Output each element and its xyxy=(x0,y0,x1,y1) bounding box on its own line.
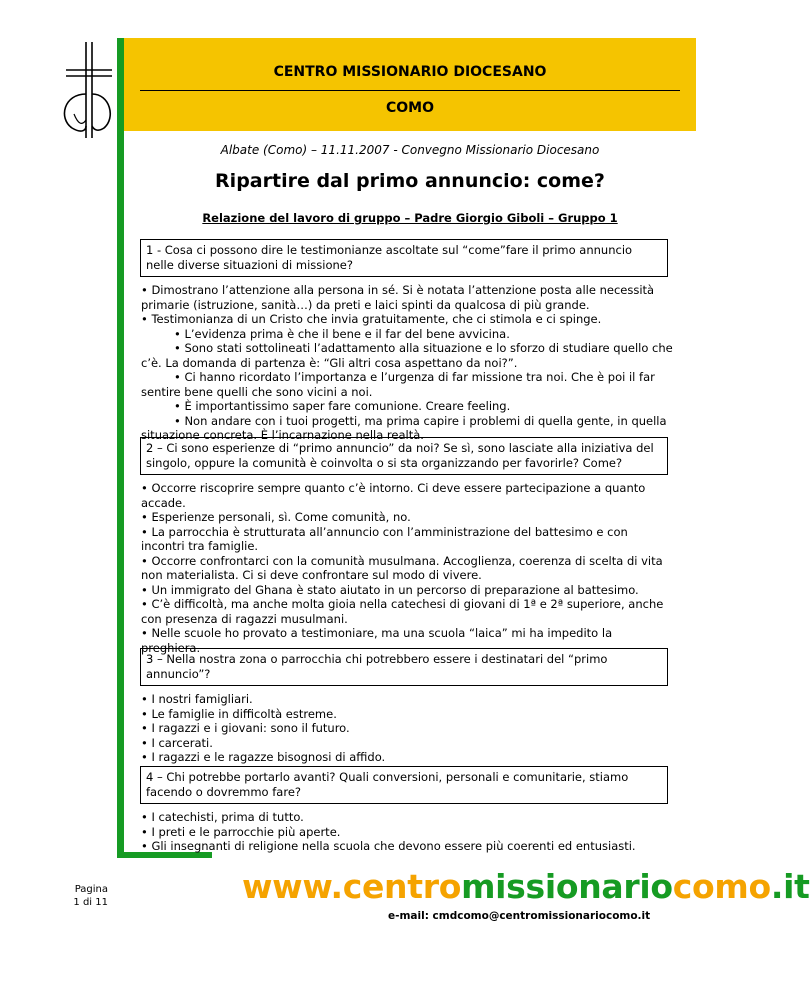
website-link[interactable] xyxy=(242,867,810,906)
page-count: 1 di 11 xyxy=(73,897,108,908)
website-dot: . xyxy=(330,867,343,906)
header-city: COMO xyxy=(385,100,434,116)
answer-3-item: • I ragazzi e i giovani: sono il futuro. xyxy=(141,721,350,735)
header-divider xyxy=(140,90,680,91)
answer-4-item: • Gli insegnanti di religione nella scuola che devono essere più coerenti ed entusiasti. xyxy=(141,839,636,853)
answer-2-item: • Occorre confrontarci con la comunità musulmana. Accoglienza, coerenza di scelta di vita non materialista. Ci si deve confrontare sul modo di vivere. xyxy=(141,553,663,582)
answer-1-item: • Sono stati sottolineati l’adattamento alla situazione e lo sforzo di studiare quello che c’è. La domanda di partenza è: “Gli altri cosa aspettano da noi?”. xyxy=(141,341,673,370)
answer-3 xyxy=(141,692,673,765)
website-como: como xyxy=(672,867,771,906)
answer-2-item: • C’è difficoltà, ma anche molta gioia nella catechesi di giovani di 1ª e 2ª superiore, anche con presenza di ragazzi musulmani. xyxy=(141,597,664,626)
email-link[interactable]: e-mail: cmdcomo@centromissionariocomo.it xyxy=(388,910,651,922)
answer-1 xyxy=(141,283,673,443)
answer-2 xyxy=(141,481,673,655)
answer-2-item: • Un immigrato del Ghana è stato aiutato in un percorso di preparazione al battesimo. xyxy=(141,582,639,597)
answer-2-item: • Esperienze personali, sì. Come comunità, no. xyxy=(141,510,411,524)
answer-3-item: • I nostri famigliari. xyxy=(141,692,253,706)
answer-3-item: • I carcerati. xyxy=(141,735,213,750)
question-2-box: 2 – Ci sono esperienze di “primo annuncio” da noi? Se sì, sono lasciate alla iniziativa del singolo, oppure la comunità è coinvolta o si sta organizzando per favorirle? Come? xyxy=(140,437,668,475)
answer-1-item: • L’evidenza prima è che il bene e il far del bene avvicina. xyxy=(174,326,510,341)
header-banner xyxy=(124,38,696,131)
website-centro: centro xyxy=(342,867,462,906)
answer-4 xyxy=(141,810,673,854)
page-label: Pagina xyxy=(74,884,108,895)
green-vertical-bar xyxy=(117,38,124,858)
answer-2-item: • Nelle scuole ho provato a testimoniare, ma una scuola “laica” mi ha impedito la preghiera. xyxy=(141,626,613,655)
answer-1-item: • Non andare con i tuoi progetti, ma prima capire i problemi di quella gente, in quella situazione concreta. È l’incarnazione nella realtà. xyxy=(141,413,667,442)
cross-globe-logo-icon xyxy=(52,40,116,140)
answer-3-item: • Le famiglie in difficoltà estreme. xyxy=(141,706,337,721)
answer-4-item: • I preti e le parrocchie più aperte. xyxy=(141,824,341,839)
question-4-box: 4 – Chi potrebbe portarlo avanti? Quali conversioni, personali e comunitarie, stiamo facendo o dovremmo fare? xyxy=(140,766,668,804)
report-heading: Relazione del lavoro di gruppo – Padre Giorgio Giboli – Gruppo 1 xyxy=(202,211,618,225)
answer-3-item: • I ragazzi e le ragazze bisognosi di affido. xyxy=(141,750,386,764)
answer-1-item: • Dimostrano l’attenzione alla persona in sé. Si è notata l’attenzione posta alle necessità primarie (istruzione, sanità…) da preti e laici spinti da qualcosa di più grande. xyxy=(141,283,655,312)
website-dot: . xyxy=(770,867,784,906)
answer-4-item: • I catechisti, prima di tutto. xyxy=(141,810,304,824)
page-title: Ripartire dal primo annuncio: come? xyxy=(215,170,605,192)
event-subtitle: Albate (Como) – 11.11.2007 - Convegno Missionario Diocesano xyxy=(220,143,600,157)
answer-2-item: • La parrocchia è strutturata all’annuncio con l’amministrazione del battesimo e con incontri tra famiglie. xyxy=(141,524,628,553)
header-title: CENTRO MISSIONARIO DIOCESANO xyxy=(273,64,547,80)
question-1-box: 1 - Cosa ci possono dire le testimonianze ascoltate sul “come”fare il primo annuncio nelle diverse situazioni di missione? xyxy=(140,239,668,277)
website-www: www xyxy=(242,867,331,906)
page-number xyxy=(58,883,108,909)
answer-2-item: • Occorre riscoprire sempre quanto c’è intorno. Ci deve essere partecipazione a quanto accade. xyxy=(141,481,646,510)
website-missionario: missionario xyxy=(461,867,673,906)
answer-1-item: • Ci hanno ricordato l’importanza e l’urgenza di far missione tra noi. Che è poi il far sentire bene quelli che sono vicini a noi. xyxy=(141,370,655,399)
answer-1-item: • È importantissimo saper fare comunione. Creare feeling. xyxy=(174,399,511,413)
question-3-box: 3 – Nella nostra zona o parrocchia chi potrebbero essere i destinatari del “primo annuncio”? xyxy=(140,648,668,686)
answer-1-item: • Testimonianza di un Cristo che invia gratuitamente, che ci stimola e ci spinge. xyxy=(141,312,602,326)
website-it: it xyxy=(783,867,810,906)
